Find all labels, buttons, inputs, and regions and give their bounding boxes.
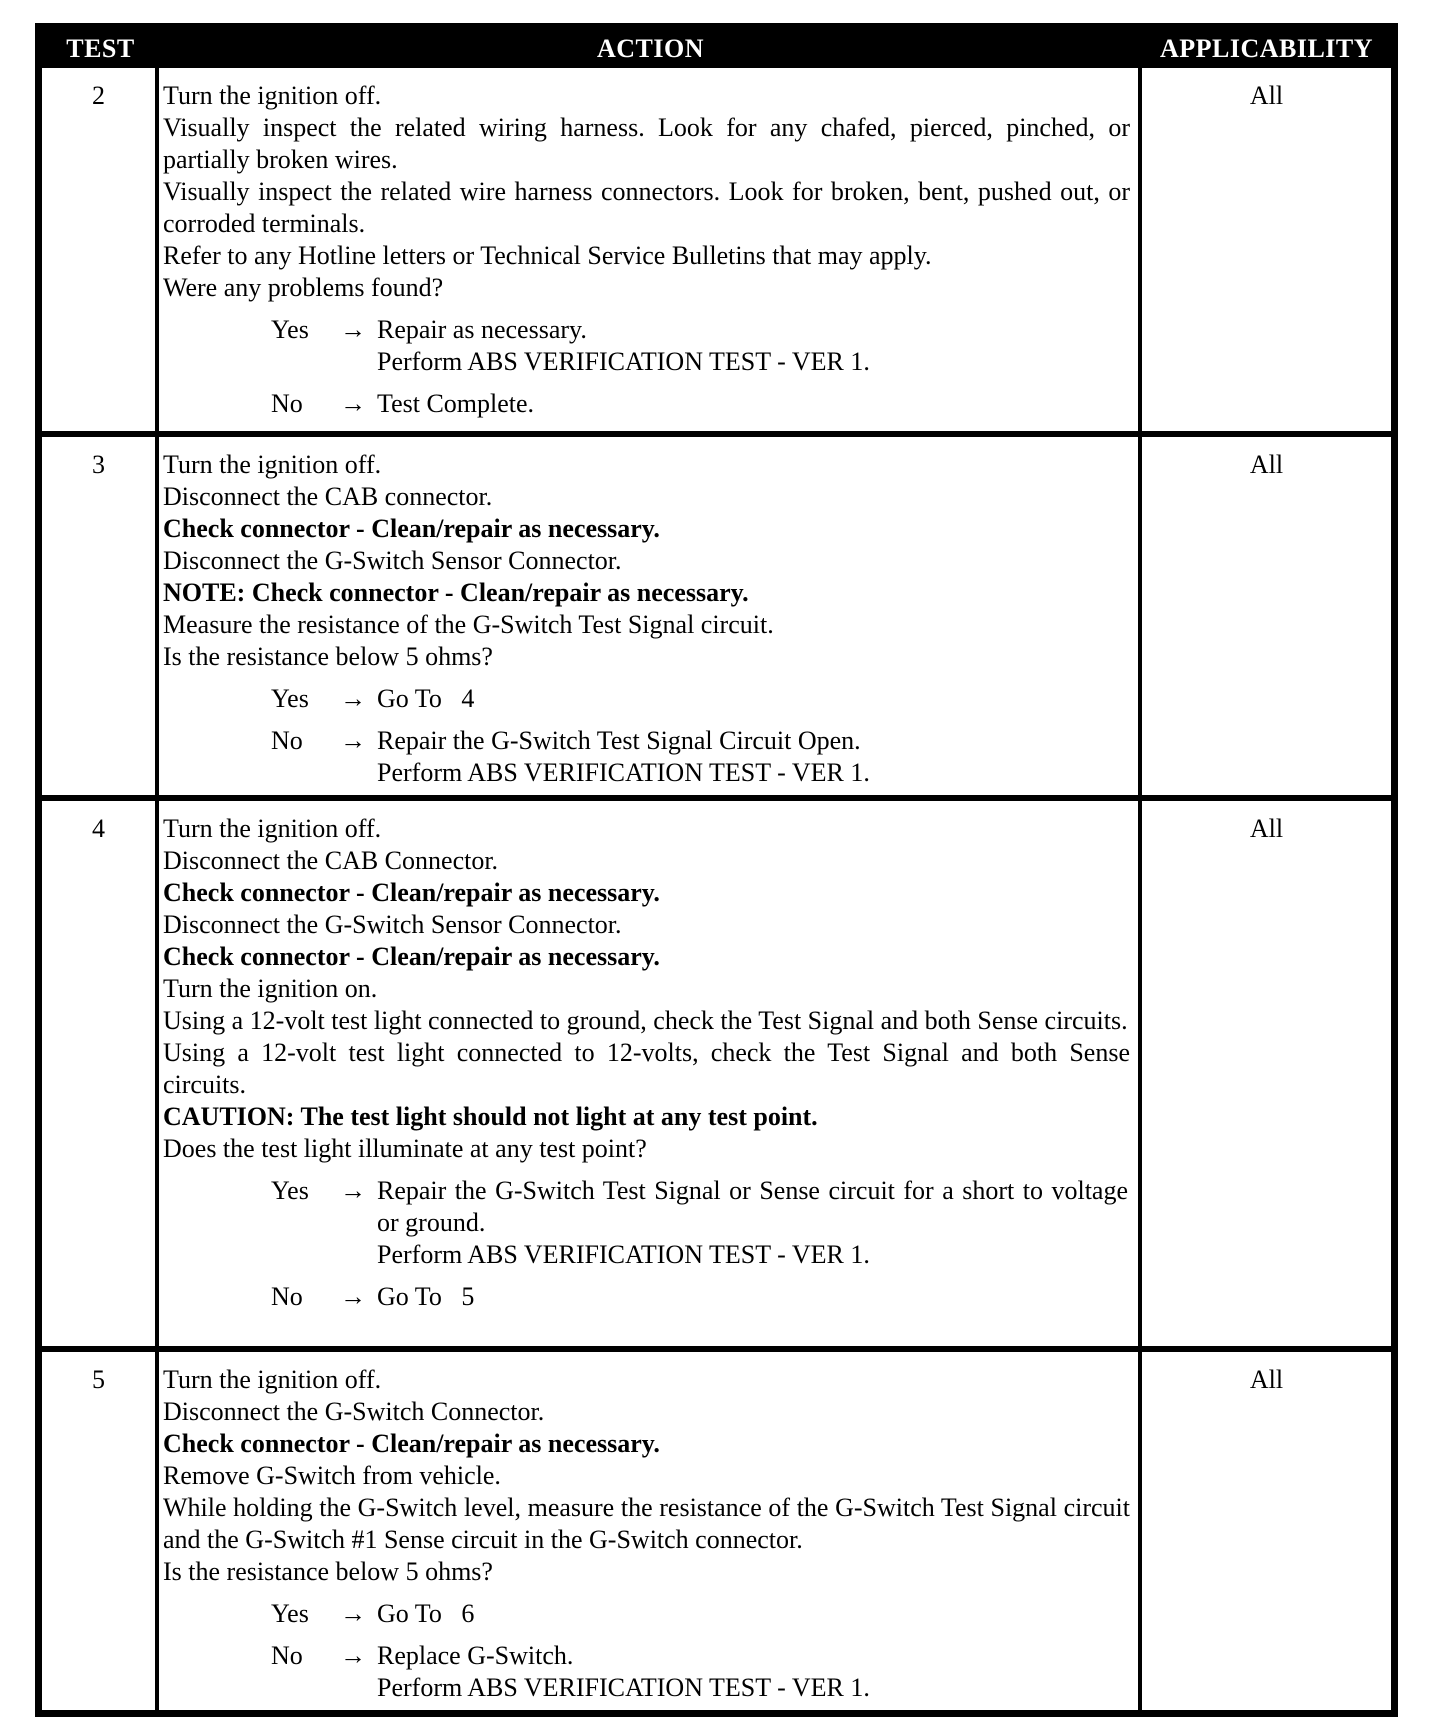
- applicability-cell: All: [1249, 1365, 1284, 1394]
- right-arrow-icon: →: [340, 315, 366, 344]
- response-no: [271, 1281, 1130, 1313]
- right-arrow-icon: →: [340, 389, 366, 418]
- column-header-applicability: APPLICABILITY: [1159, 34, 1374, 63]
- response-yes: [271, 1598, 1130, 1630]
- table-row-test-4: [42, 795, 1391, 1346]
- step-text: Does the test light illuminate at any test point?: [163, 1134, 647, 1163]
- step-text: NOTE: Check connector - Clean/repair as necessary.: [163, 578, 749, 607]
- response-line: Perform ABS VERIFICATION TEST - VER 1.: [377, 758, 870, 787]
- response-line: Perform ABS VERIFICATION TEST - VER 1.: [377, 347, 870, 376]
- step-text: Disconnect the G-Switch Sensor Connector.: [163, 546, 622, 575]
- action-cell: [159, 68, 1142, 431]
- response-yes: [271, 683, 1130, 715]
- test-number: 5: [42, 1352, 159, 1710]
- response-line: Go To 6: [377, 1599, 475, 1628]
- step-text: Turn the ignition off.: [163, 81, 382, 110]
- step-text: Disconnect the G-Switch Connector.: [163, 1397, 545, 1426]
- step-text: Check connector - Clean/repair as necessary.: [163, 942, 660, 971]
- response-lines: [377, 683, 1130, 715]
- response-lines: [377, 1598, 1130, 1630]
- response-no: [271, 1640, 1130, 1704]
- step-text: Measure the resistance of the G-Switch Test Signal circuit.: [163, 610, 774, 639]
- response-label: No: [271, 726, 303, 755]
- step-text: Visually inspect the related wire harness connectors. Look for broken, bent, pushed out, or corroded terminals.: [163, 177, 1130, 238]
- response-line: Perform ABS VERIFICATION TEST - VER 1.: [377, 1673, 870, 1702]
- response-no: [271, 388, 1130, 420]
- response-label: Yes: [271, 1599, 309, 1628]
- step-text: Visually inspect the related wiring harness. Look for any chafed, pierced, pinched, or partially broken wires.: [163, 113, 1130, 174]
- action-cell: [159, 801, 1142, 1346]
- step-text: Is the resistance below 5 ohms?: [163, 1557, 493, 1586]
- step-text: Disconnect the CAB connector.: [163, 482, 493, 511]
- step-text: Check connector - Clean/repair as necessary.: [163, 1429, 660, 1458]
- step-text: While holding the G-Switch level, measure the resistance of the G-Switch Test Signal circuit and the G-Switch #1 Sense circuit in the G-Switch connector.: [163, 1493, 1130, 1554]
- right-arrow-icon: →: [340, 1641, 366, 1670]
- step-text: Check connector - Clean/repair as necessary.: [163, 878, 660, 907]
- diagnostic-test-table: [35, 23, 1398, 1717]
- response-line: Repair as necessary.: [377, 315, 587, 344]
- response-lines: [377, 1175, 1130, 1271]
- step-text: Turn the ignition off.: [163, 814, 382, 843]
- response-label: Yes: [271, 684, 309, 713]
- response-line: Repair the G-Switch Test Signal or Sense circuit for a short to voltage or ground.: [377, 1176, 1128, 1237]
- step-text: Turn the ignition off.: [163, 1365, 382, 1394]
- response-label: Yes: [271, 1176, 309, 1205]
- response-lines: [377, 1281, 1130, 1313]
- right-arrow-icon: →: [340, 1176, 366, 1205]
- table-row-test-3: [42, 431, 1391, 795]
- response-lines: [377, 725, 1130, 789]
- response-line: Go To 4: [377, 684, 475, 713]
- step-text: Turn the ignition off.: [163, 450, 382, 479]
- action-cell: [159, 1352, 1142, 1710]
- right-arrow-icon: →: [340, 1599, 366, 1628]
- applicability-cell: All: [1249, 450, 1284, 479]
- response-lines: [377, 388, 1130, 420]
- step-text: Turn the ignition on.: [163, 974, 378, 1003]
- response-yes: [271, 314, 1130, 378]
- step-text: Remove G-Switch from vehicle.: [163, 1461, 501, 1490]
- table-header-row: [42, 30, 1391, 68]
- response-line: Repair the G-Switch Test Signal Circuit Open.: [377, 726, 861, 755]
- response-line: Test Complete.: [377, 389, 535, 418]
- step-text: CAUTION: The test light should not light at any test point.: [163, 1102, 818, 1131]
- step-text: Refer to any Hotline letters or Technical Service Bulletins that may apply.: [163, 241, 932, 270]
- response-no: [271, 725, 1130, 789]
- test-number: 4: [42, 801, 159, 1346]
- test-number: 3: [42, 437, 159, 795]
- step-text: Is the resistance below 5 ohms?: [163, 642, 493, 671]
- action-cell: [159, 437, 1142, 795]
- applicability-cell: All: [1249, 81, 1284, 110]
- applicability-cell: All: [1249, 814, 1284, 843]
- response-line: Perform ABS VERIFICATION TEST - VER 1.: [377, 1240, 870, 1269]
- column-header-action: ACTION: [596, 34, 704, 63]
- step-text: Disconnect the CAB Connector.: [163, 846, 499, 875]
- response-lines: [377, 314, 1130, 378]
- step-text: Using a 12-volt test light connected to 12-volts, check the Test Signal and both Sense circuits.: [163, 1038, 1130, 1099]
- response-yes: [271, 1175, 1130, 1271]
- response-label: No: [271, 389, 303, 418]
- test-number: 2: [42, 68, 159, 431]
- response-label: No: [271, 1282, 303, 1311]
- step-text: Disconnect the G-Switch Sensor Connector.: [163, 910, 622, 939]
- response-label: Yes: [271, 315, 309, 344]
- step-text: Were any problems found?: [163, 273, 444, 302]
- right-arrow-icon: →: [340, 1282, 366, 1311]
- right-arrow-icon: →: [340, 726, 366, 755]
- step-text: Check connector - Clean/repair as necessary.: [163, 514, 660, 543]
- step-text: Using a 12-volt test light connected to ground, check the Test Signal and both Sense circuits.: [163, 1006, 1128, 1035]
- table-row-test-5: [42, 1346, 1391, 1710]
- response-line: Go To 5: [377, 1282, 475, 1311]
- column-header-test: TEST: [66, 34, 135, 63]
- response-label: No: [271, 1641, 303, 1670]
- response-lines: [377, 1640, 1130, 1704]
- table-row-test-2: [42, 68, 1391, 431]
- right-arrow-icon: →: [340, 684, 366, 713]
- response-line: Replace G-Switch.: [377, 1641, 574, 1670]
